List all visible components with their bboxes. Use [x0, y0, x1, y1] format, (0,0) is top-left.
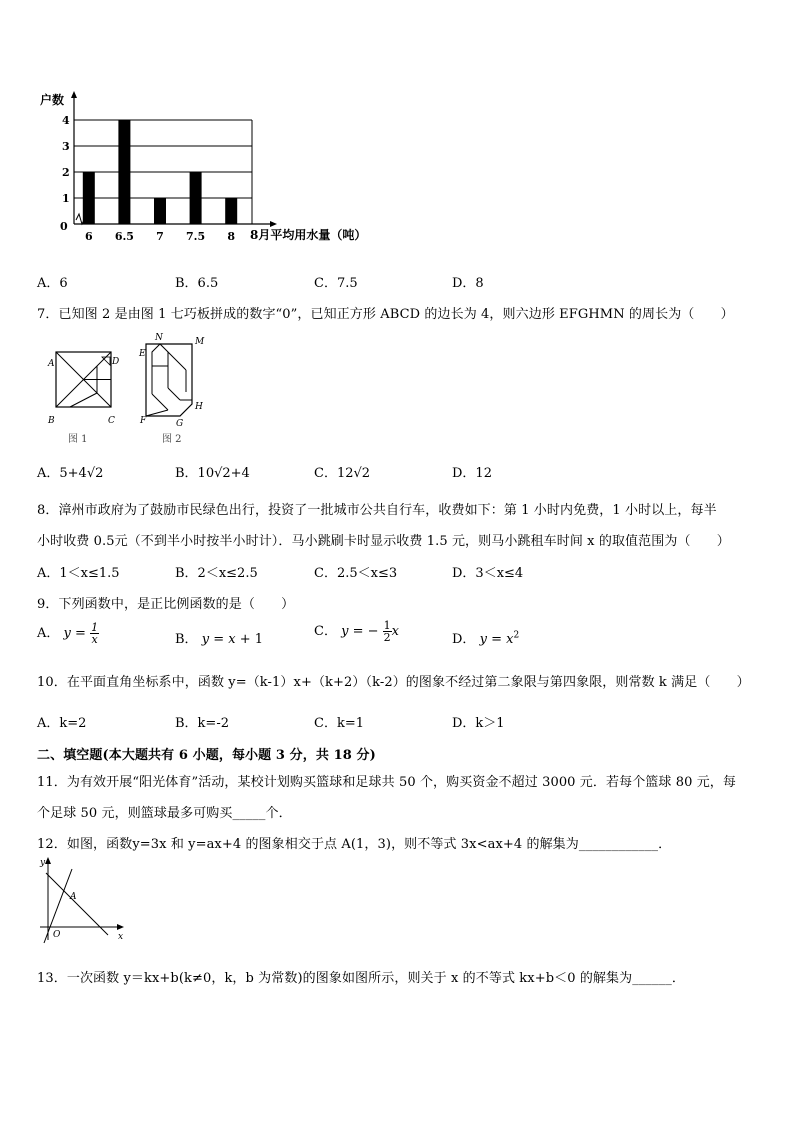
bar [154, 198, 166, 224]
q11-question-line2: 个足球 50 元，则篮球最多可购买_____个． [37, 806, 292, 821]
q13-question: 13．一次函数 y＝kx+b(k≠0，k，b 为常数)的图象如图所示，则关于 x 的不等式 kx+b＜0 的解集为______． [37, 971, 685, 986]
y-tick-label: 3 [62, 140, 70, 153]
q7-option-a[interactable]: A．5+4√2 [37, 466, 104, 481]
q9-option-b[interactable]: B． y = x + 1 [175, 632, 264, 647]
q8-question-line2: 小时收费 0.5元（不到半小时按半小时计）．马小跳刷卡时显示收费 1.5 元，则马小跳租车时间 x 的取值范围为（ ） [37, 534, 730, 549]
tangram-figure-2 [138, 333, 205, 445]
y-tick-label: 0 [60, 220, 68, 233]
tangram-figure-1 [47, 352, 119, 445]
q10-question: 10．在平面直角坐标系中，函数 y=（k-1）x+（k+2）（k-2）的图象不经过第二象限与第四象限，则常数 k 满足（ ） [37, 675, 750, 690]
q10-option-d[interactable]: D．k＞1 [452, 716, 505, 731]
q10-option-a[interactable]: A．k=2 [37, 716, 87, 731]
y-tick-label: 4 [62, 114, 70, 127]
q6-option-d[interactable]: D．8 [452, 276, 484, 291]
q10-option-c[interactable]: C．k=1 [314, 716, 364, 731]
fig1-label-d: D [112, 357, 120, 367]
q12-question: 12．如图，函数y=3x 和 y=ax+4 的图象相交于点 A(1，3)，则不等式 3x<ax+4 的解集为____________． [37, 837, 672, 852]
q12-label-a: A [70, 892, 77, 902]
q9-option-a-prefix: A． [37, 626, 60, 641]
chart-ylabel: 户数 [40, 93, 65, 107]
chart-xlabel: 8月平均用水量（吨） [250, 228, 367, 242]
q7-option-d[interactable]: D．12 [452, 466, 492, 481]
fig2-caption: 图 2 [162, 434, 182, 445]
q8-option-a[interactable]: A．1＜x≤1.5 [37, 566, 120, 581]
q6-option-a[interactable]: A．6 [37, 276, 68, 291]
section-2-heading: 二、填空题(本大题共有 6 小题，每小题 3 分，共 18 分) [37, 748, 376, 763]
q7-option-c[interactable]: C．12√2 [314, 466, 371, 481]
x-tick-label: 7.5 [186, 230, 206, 243]
fig2-label-m: M [195, 337, 205, 347]
q8-question-line1: 8．漳州市政府为了鼓励市民绿色出行，投资了一批城市公共自行车，收费如下：第 1 小时内免费，1 小时以上，每半 [37, 503, 717, 518]
q11-question-line1: 11．为有效开展“阳光体育”活动，某校计划购买篮球和足球共 50 个，购买资金不超过 3000 元．若每个篮球 80 元，每 [37, 775, 736, 790]
x-axis-arrow [270, 221, 277, 227]
tangram-figures [40, 330, 205, 445]
fig2-label-f: F [140, 416, 147, 426]
q10-option-b[interactable]: B．k=-2 [175, 716, 229, 731]
q9-question: 9．下列函数中，是正比例函数的是（ ） [37, 597, 295, 612]
fig1-label-a: A [48, 359, 55, 369]
fig2-label-n: N [155, 333, 163, 343]
water-usage-bar-chart [36, 88, 366, 248]
q9-option-c[interactable]: C． y = − $\frac{1}{2}$ x [314, 619, 399, 644]
q8-option-b[interactable]: B．2＜x≤2.5 [175, 566, 258, 581]
bar [118, 120, 130, 224]
fig1-caption: 图 1 [68, 434, 88, 445]
q12-label-y: y [40, 858, 46, 868]
q9-option-a[interactable]: A． y = $\frac{1}{x}$ [37, 621, 99, 646]
q12-label-x: x [118, 932, 124, 942]
fig2-label-g: G [176, 419, 184, 429]
x-tick-label: 8 [227, 230, 236, 243]
bar [190, 172, 202, 224]
fig2-label-e: E [139, 349, 146, 359]
q7-question: 7．已知图 2 是由图 1 七巧板拼成的数字“0”，已知正方形 ABCD 的边长为 4，则六边形 EFGHMN 的周长为（ ） [37, 307, 734, 322]
q9-option-c-prefix: C． [314, 624, 337, 639]
q6-option-c[interactable]: C．7.5 [314, 276, 358, 291]
q12-label-o: O [53, 930, 61, 940]
q8-option-c[interactable]: C．2.5＜x≤3 [314, 566, 398, 581]
fig1-label-b: B [48, 416, 55, 426]
y-axis-arrow [71, 91, 77, 98]
fig2-label-h: H [195, 402, 203, 412]
bar [225, 198, 237, 224]
y-tick-label: 2 [62, 166, 70, 179]
x-tick-label: 6 [84, 230, 93, 243]
x-tick-label: 7 [156, 230, 164, 243]
y-tick-label: 1 [62, 192, 70, 205]
q12-function-graph [36, 855, 136, 945]
chart-axes [71, 91, 277, 227]
q9-option-d-prefix: D． [452, 632, 476, 647]
q7-option-b[interactable]: B．10√2+4 [175, 466, 250, 481]
q6-option-b[interactable]: B．6.5 [175, 276, 219, 291]
bar [83, 172, 95, 224]
q9-option-b-prefix: B． [175, 632, 198, 647]
q8-option-d[interactable]: D．3＜x≤4 [452, 566, 524, 581]
x-tick-label: 6.5 [114, 230, 134, 243]
q9-option-d[interactable]: D． $y = x^2$ [452, 630, 520, 647]
fig1-label-c: C [108, 416, 115, 426]
